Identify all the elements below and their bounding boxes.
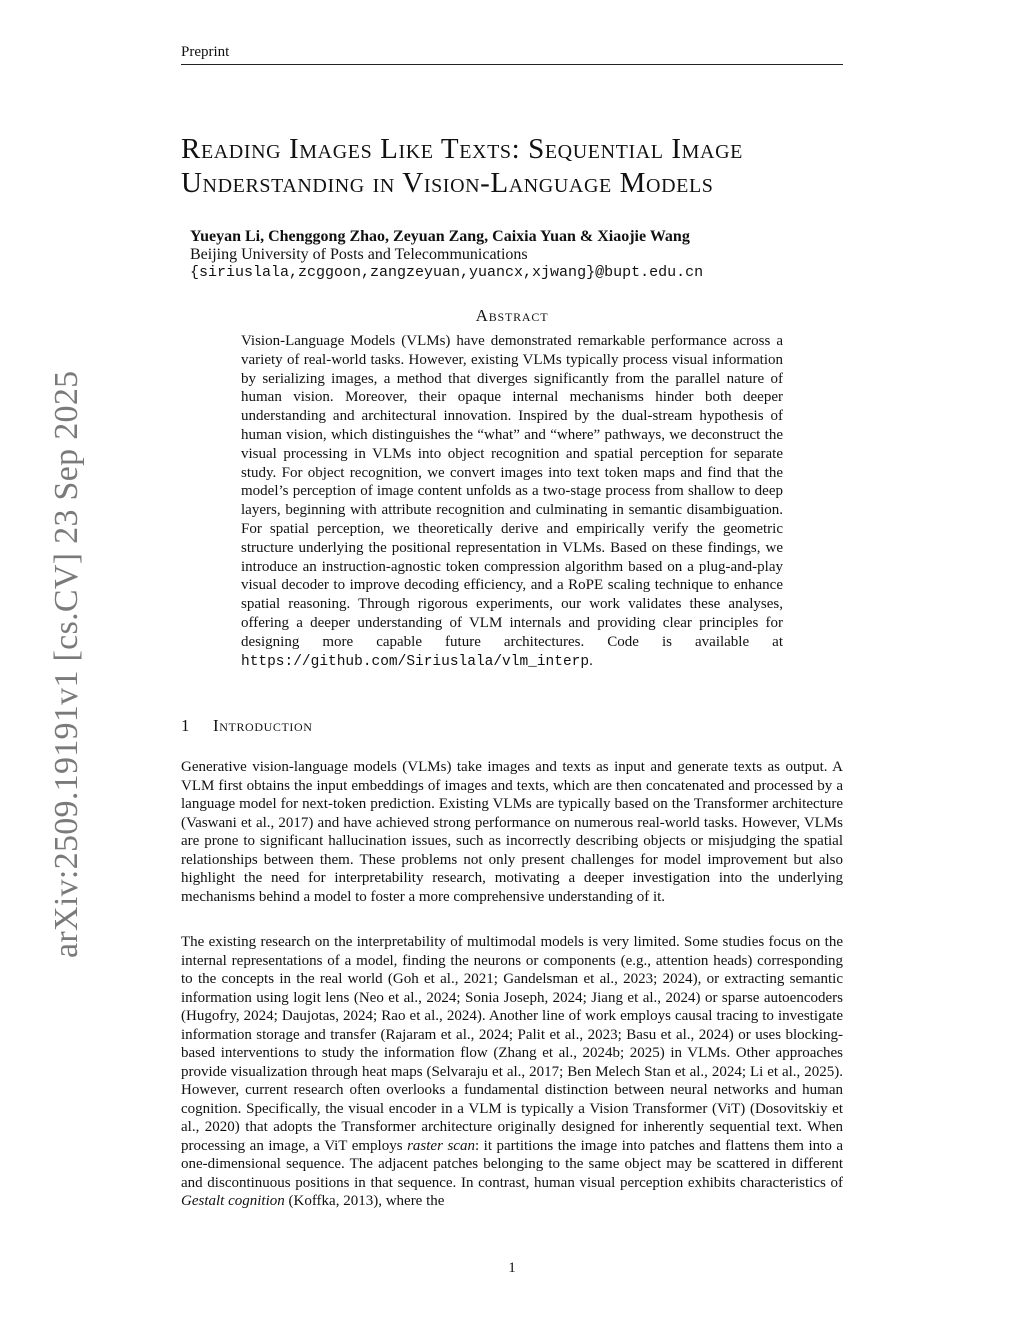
running-header: Preprint <box>181 44 230 60</box>
abstract-code-suffix: . <box>589 652 593 669</box>
abstract-text: Vision-Language Models (VLMs) have demonstrated remarkable performance across a variety of real-world tasks. However, existing VLMs typically process visual information by serializing images, a method that diverges significantly from the parallel nature of human vision. Moreover, their opaque internal mechanisms hinder both deeper understanding and architectural innovation. Inspired by the dual-stream hypothesis of human vision, which distinguishes the “what” and “where” pathways, we deconstruct the visual processing in VLMs into object recognition and spatial perception for separate study. For object recognition, we convert images into text token maps and find that the model’s perception of image content unfolds as a two-stage process from shallow to deep layers, beginning with attribute recognition and culminating in semantic disambiguation. For spatial perception, we theoretically derive and empirically verify the geometric structure underlying the positional representation in VLMs. Based on these findings, we introduce an instruction-agnostic token compression algorithm based on a plug-and-play visual decoder to improve decoding efficiency, and a RoPE scaling technique to enhance spatial reasoning. Through rigorous experiments, our work validates these analyses, offering a deeper understanding of VLM internals and providing clear principles for designing more capable future architectures. <box>241 333 783 650</box>
author-affiliation: Beijing University of Posts and Telecommunications <box>190 246 528 263</box>
para2-text-c: (Koffka, 2013), where the <box>288 1193 445 1209</box>
code-link[interactable]: https://github.com/Siriuslala/vlm_interp <box>241 653 590 670</box>
abstract-code-prefix: Code is available at <box>607 633 783 650</box>
section-title: Introduction <box>213 716 313 735</box>
section-number: 1 <box>181 716 191 735</box>
para2-emphasis-gestalt: Gestalt cognition <box>181 1193 285 1209</box>
abstract-body <box>241 332 783 671</box>
abstract-heading: Abstract <box>475 306 549 325</box>
para2-text-b: : it partitions the image into patches and flattens them into a one-dimensional sequence. The adjacent patches belonging to the same object may be scattered in different and discontinuous positions in that sequence. In contrast, human visual perception exhibits characteristics of <box>181 1137 844 1191</box>
para2-text-a: The existing research on the interpretability of multimodal models is very limited. Some studies focus on the internal representations of a model, finding the neurons or components (e.g., attention heads) corresponding to the concepts in the real world (Goh et al., 2021; Gandelsman et al., 2023; 2024), or extracting semantic information using logit lens (Neo et al., 2024; Sonia Joseph, 2024; Jiang et al., 2024) or sparse autoencoders (Hugofry, 2024; Daujotas, 2024; Rao et al., 2024). Another line of work employs causal tracing to investigate information storage and transfer (Rajaram et al., 2024; Palit et al., 2023; Basu et al., 2024) or uses blocking-based interventions to study the information flow (Zhang et al., 2024b; 2025) in VLMs. Other approaches provide visualization through heat maps (Selvaraju et al., 2017; Ben Melech Stan et al., 2024; Li et al., 2025). However, current research often overlooks a fundamental distinction between neural networks and human cognition. Specifically, the visual encoder in a VLM is typically a Vision Transformer (ViT) (Dosovitskiy et al., 2020) that adopts the Transformer architecture originally designed for inherently sequential text. When processing an image, a ViT employs <box>181 934 843 1154</box>
author-names: Yueyan Li, Chenggong Zhao, Zeyuan Zang, Caixia Yuan & Xiaojie Wang <box>190 228 690 245</box>
author-block <box>190 228 703 282</box>
para2-emphasis-raster-scan: raster scan <box>407 1137 475 1154</box>
section-heading <box>181 716 313 736</box>
page-number: 1 <box>508 1260 516 1276</box>
intro-paragraph-1: Generative vision-language models (VLMs) take images and texts as input and generate texts as output. A VLM first obtains the input embeddings of images and texts, which are then concatenated and processed by a language model for next-token prediction. Existing VLMs are typically based on the Transformer architecture (Vaswani et al., 2017) and have achieved strong performance on numerous real-world tasks. However, VLMs are prone to significant hallucination issues, such as incorrectly describing objects or misjudging the spatial relationships between them. These problems not only present challenges for model improvement but also highlight the need for interpretability research, motivating a deeper investigation into the underlying mechanisms behind a model to foster a more comprehensive understanding of it. <box>181 759 843 905</box>
header-rule <box>181 64 843 65</box>
title-line-1: Reading Images Like Texts: Sequential Image <box>181 133 743 165</box>
intro-paragraph-2 <box>181 933 843 1211</box>
author-emails: {siriuslala,zcggoon,zangzeyuan,yuancx,xjwang}@bupt.edu.cn <box>190 264 704 281</box>
arxiv-identifier: arXiv:2509.19191v1 [cs.CV] 23 Sep 2025 <box>48 370 85 958</box>
paper-title <box>181 132 851 200</box>
title-line-2: Understanding in Vision-Language Models <box>181 167 714 199</box>
